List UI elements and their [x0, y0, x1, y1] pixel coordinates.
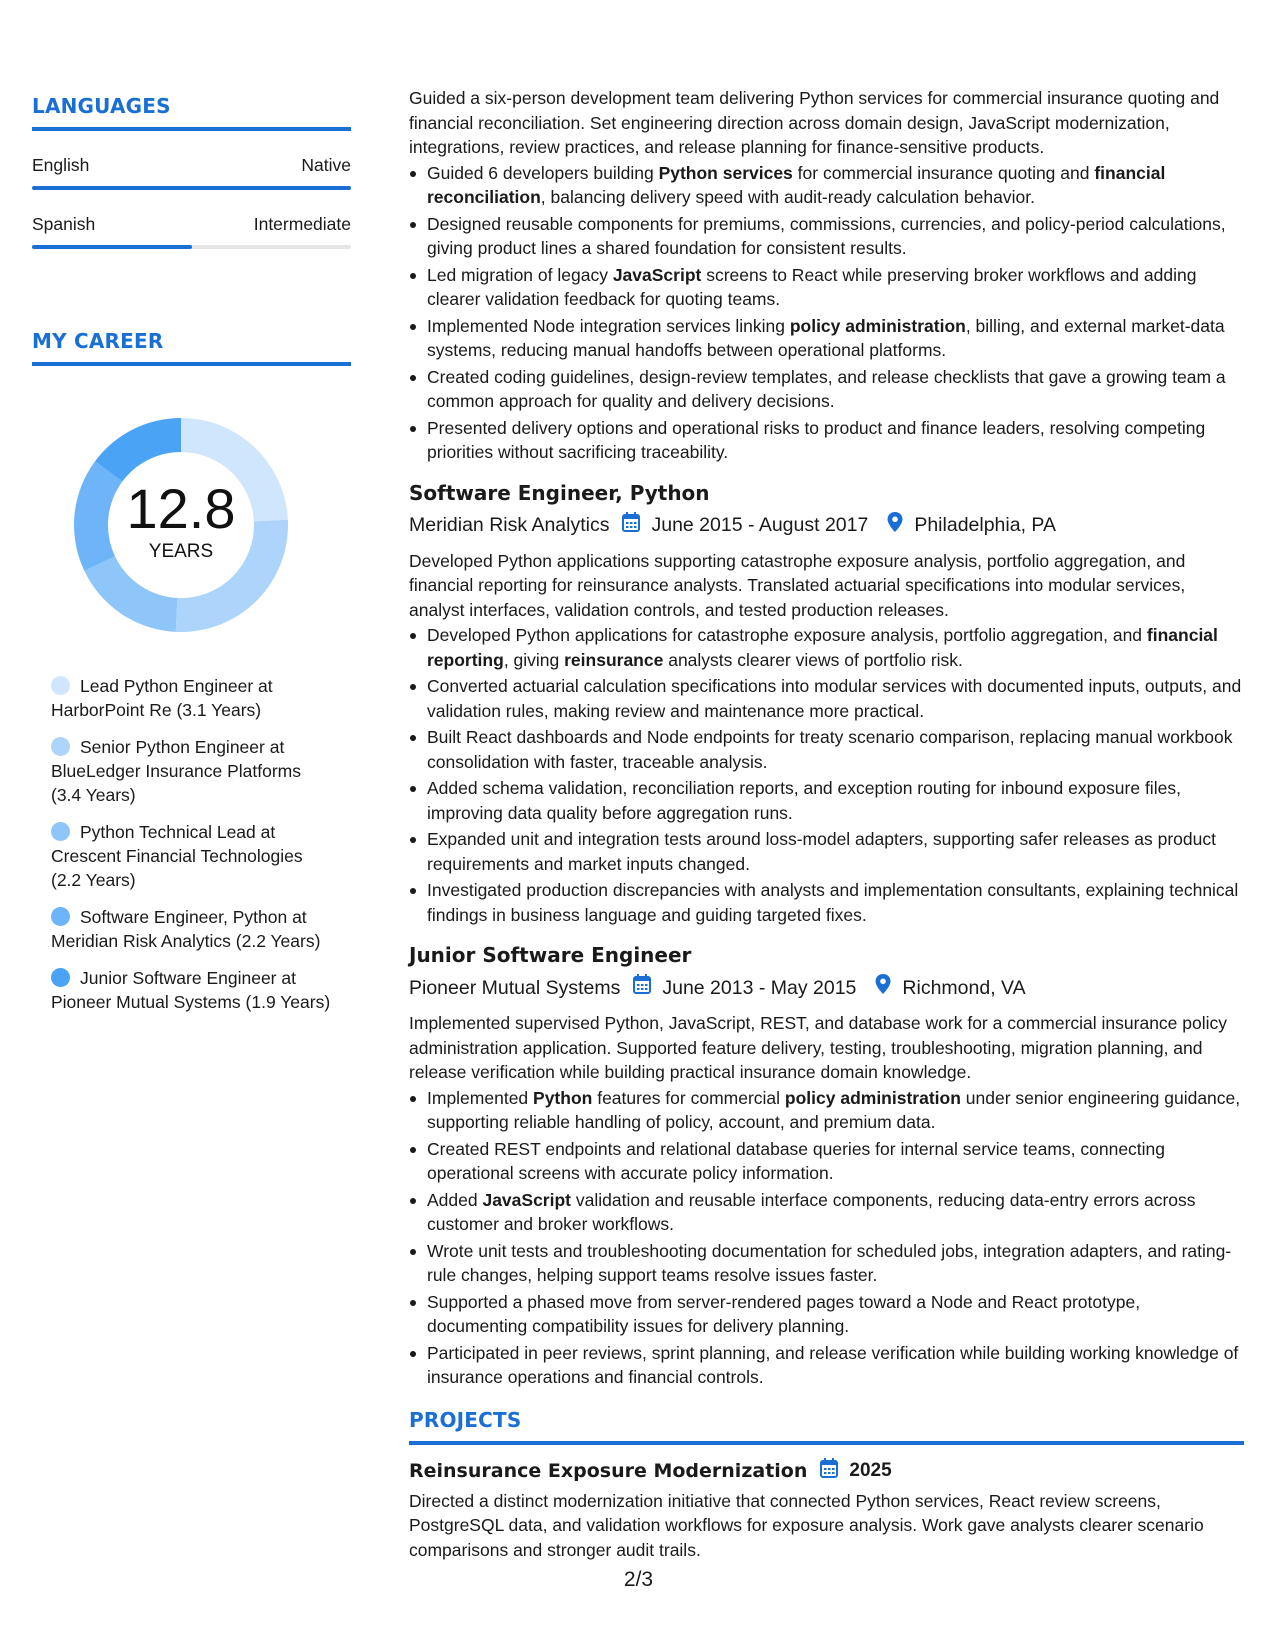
legend-swatch [51, 968, 70, 987]
legend-label: Lead Python Engineer at HarborPoint Re (3.1 Years) [51, 676, 273, 720]
bullet-item [409, 1086, 1244, 1135]
bullet-text: Created coding guidelines, design-review templates, and release checklists that gave a growing team a common approach for quality and delivery decisions. [427, 366, 1226, 411]
company-name: Pioneer Mutual Systems [409, 976, 621, 999]
bullet-keyword: financial reconciliation [427, 162, 1166, 207]
bullet-text: Implemented Node integration services linking [427, 315, 790, 336]
bullet-item [409, 1290, 1244, 1339]
job-summary: Developed Python applications supporting catastrophe exposure analysis, portfolio aggregation, and financial reporting for reinsurance analysts. Translated actuarial specifications into modular services, analyst interfaces, validation controls, and tested production releases. [409, 550, 1186, 620]
career-legend-item [51, 905, 336, 953]
bullet-keyword: policy administration [789, 315, 966, 336]
bullet-keyword: policy administration [784, 1087, 961, 1108]
total-years-unit: YEARS [148, 541, 214, 562]
language-level: Intermediate [253, 214, 351, 234]
project-name: Reinsurance Exposure Modernization [409, 1460, 808, 1482]
job-meta [409, 511, 1244, 540]
bullet-text: Participated in peer reviews, sprint planning, and release verification while building working knowledge of insurance operations and financial controls. [427, 1342, 1239, 1387]
bullet-text: Designed reusable components for premiums, commissions, currencies, and policy-period calculations, giving product lines a shared foundation for consistent results. [427, 213, 1226, 258]
bullet-keyword: financial reporting [427, 625, 1218, 670]
map-pin-icon [874, 973, 892, 1002]
role-bullets [409, 161, 1244, 465]
language-name: Spanish [32, 214, 96, 234]
job-meta [409, 973, 1244, 1002]
legend-swatch [51, 907, 70, 926]
bullet-text: Built React dashboards and Node endpoints for treaty scenario comparison, replacing manual workbook consolidation with faster, traceable analysis. [427, 727, 1233, 772]
job-dates: June 2013 - May 2015 [662, 976, 857, 999]
bullet-item [409, 212, 1244, 261]
career-legend-item [51, 820, 336, 892]
job-location: Philadelphia, PA [914, 514, 1056, 536]
career-heading: MY CAREER [32, 329, 164, 353]
calendar-icon [819, 1457, 839, 1486]
project-list [409, 1457, 1244, 1562]
legend-label: Junior Software Engineer at Pioneer Mutual Systems (1.9 Years) [51, 968, 331, 1012]
job-bullets [409, 623, 1244, 927]
bullet-text: Created REST endpoints and relational database queries for internal service teams, connecting operational screens with accurate policy information. [427, 1138, 1166, 1183]
bullet-keyword: reinsurance [564, 649, 664, 670]
bullet-item [409, 623, 1244, 672]
project-header [409, 1457, 1244, 1486]
languages-rule [32, 127, 351, 131]
legend-swatch [51, 737, 70, 756]
sidebar [32, 94, 351, 1027]
job-entry [409, 479, 1244, 928]
bullet-text: , balancing delivery speed with audit-ready calculation behavior. [540, 187, 1035, 207]
language-item [32, 214, 351, 249]
bullet-text: Converted actuarial calculation specifications into modular services with documented inputs, outputs, and validation rules, making review and maintenance more practical. [427, 676, 1242, 721]
job-title: Junior Software Engineer [409, 943, 692, 967]
language-proficiency-bar [32, 245, 351, 249]
calendar-icon [632, 973, 652, 1002]
bullet-item [409, 1239, 1244, 1288]
bullet-text: screens to React while preserving broker workflows and adding clearer validation feedback for quoting teams. [427, 264, 1197, 309]
project-year: 2025 [849, 1460, 892, 1481]
bullet-item [409, 161, 1244, 210]
bullet-text: Presented delivery options and operational risks to product and finance leaders, resolving competing priorities without sacrificing traceability. [427, 417, 1206, 462]
language-proficiency-fill [32, 186, 351, 190]
bullet-text: Supported a phased move from server-rendered pages toward a Node and React prototype, documenting compatibility issues for delivery planning. [427, 1291, 1141, 1336]
language-item [32, 155, 351, 190]
job-summary: Implemented supervised Python, JavaScript, REST, and database work for a commercial insurance policy administration application. Supported feature delivery, testing, troubleshooting, migration planning, and release verification while building practical insurance domain knowledge. [409, 1013, 1228, 1082]
career-legend-item [51, 966, 336, 1014]
project-entry [409, 1457, 1244, 1562]
projects-rule [409, 1441, 1244, 1445]
bullet-text: Implemented [427, 1087, 534, 1108]
bullet-text: Added [427, 1189, 483, 1210]
company-name: Meridian Risk Analytics [409, 514, 610, 536]
languages-heading: LANGUAGES [32, 94, 171, 118]
bullet-text: Developed Python applications for catastrophe exposure analysis, portfolio aggregation, and [427, 625, 1147, 645]
career-legend-item [51, 674, 336, 722]
bullet-keyword: JavaScript [482, 1189, 571, 1210]
bullet-item [409, 725, 1244, 774]
bullet-text: for commercial insurance quoting and [792, 162, 1095, 183]
legend-swatch [51, 676, 70, 695]
projects-heading: PROJECTS [409, 1407, 522, 1432]
language-name: English [32, 155, 90, 175]
job-bullets [409, 1086, 1244, 1390]
bullet-item [409, 365, 1244, 414]
language-proficiency-fill [32, 245, 192, 249]
bullet-item [409, 827, 1244, 876]
bullet-item [409, 674, 1244, 723]
bullet-text: under senior engineering guidance, supporting reliable handling of policy, account, and premium data. [427, 1087, 1241, 1132]
bullet-item [409, 263, 1244, 312]
legend-label: Senior Python Engineer at BlueLedger Insurance Platforms (3.4 Years) [51, 737, 301, 805]
legend-label: Python Technical Lead at Crescent Financial Technologies (2.2 Years) [51, 822, 303, 890]
bullet-text: Guided 6 developers building [427, 162, 659, 183]
bullet-item [409, 1188, 1244, 1237]
bullet-item [409, 1341, 1244, 1390]
role-summary: Guided a six-person development team delivering Python services for commercial insurance quoting and financial reconciliation. Set engineering direction across domain design, JavaScript modernization, integrations, review practices, and release planning for finance-sensitive products. [409, 88, 1220, 157]
bullet-item [409, 1137, 1244, 1186]
bullet-text: , giving [503, 649, 565, 670]
bullet-text: validation and reusable interface components, reducing data-entry errors across customer and broker workflows. [427, 1189, 1196, 1234]
bullet-item [409, 776, 1244, 825]
bullet-keyword: JavaScript [612, 264, 702, 285]
calendar-icon [621, 511, 641, 540]
career-donut-chart [66, 410, 296, 640]
career-rule [32, 362, 351, 366]
job-dates: June 2015 - August 2017 [651, 514, 869, 536]
bullet-text: Wrote unit tests and troubleshooting documentation for scheduled jobs, integration adapters, and rating-rule changes, helping support teams resolve issues faster. [427, 1240, 1232, 1285]
career-legend-item [51, 735, 336, 807]
bullet-text: analysts clearer views of portfolio risk. [663, 649, 963, 670]
job-entry [409, 941, 1244, 1390]
bullet-item [409, 416, 1244, 465]
bullet-text: Investigated production discrepancies with analysts and implementation consultants, explaining technical findings in business language and guiding targeted fixes. [427, 880, 1239, 925]
project-description: Directed a distinct modernization initiative that connected Python services, React review screens, PostgreSQL data, and validation workflows for exposure analysis. Work gave analysts clearer scenario comparisons and stronger audit trails. [409, 1490, 1204, 1560]
total-years-value: 12.8 [126, 477, 236, 540]
language-proficiency-bar [32, 186, 351, 190]
legend-label: Software Engineer, Python at Meridian Risk Analytics (2.2 Years) [51, 907, 321, 951]
bullet-keyword: Python [533, 1087, 593, 1108]
bullet-text: Expanded unit and integration tests around loss-model adapters, supporting safer releases as product requirements and market inputs changed. [427, 829, 1216, 874]
language-level: Native [301, 155, 351, 175]
bullet-item [409, 314, 1244, 363]
donut-center [66, 410, 296, 640]
bullet-text: Led migration of legacy [427, 264, 613, 285]
job-title: Software Engineer, Python [409, 480, 710, 505]
bullet-text: , billing, and external market-data systems, reducing manual handoffs between operational platforms. [427, 315, 1225, 360]
job-location: Richmond, VA [902, 976, 1026, 999]
bullet-keyword: Python services [658, 162, 793, 183]
bullet-item [409, 878, 1244, 927]
page-number: 2/3 [623, 1568, 654, 1591]
legend-swatch [51, 822, 70, 841]
career-legend [32, 674, 351, 1014]
bullet-text: features for commercial [592, 1087, 785, 1108]
bullet-text: Added schema validation, reconciliation reports, and exception routing for inbound exposure files, improving data quality before aggregation runs. [427, 778, 1181, 823]
main-content [409, 86, 1244, 1562]
job-list [409, 479, 1244, 1390]
map-pin-icon [886, 511, 904, 540]
